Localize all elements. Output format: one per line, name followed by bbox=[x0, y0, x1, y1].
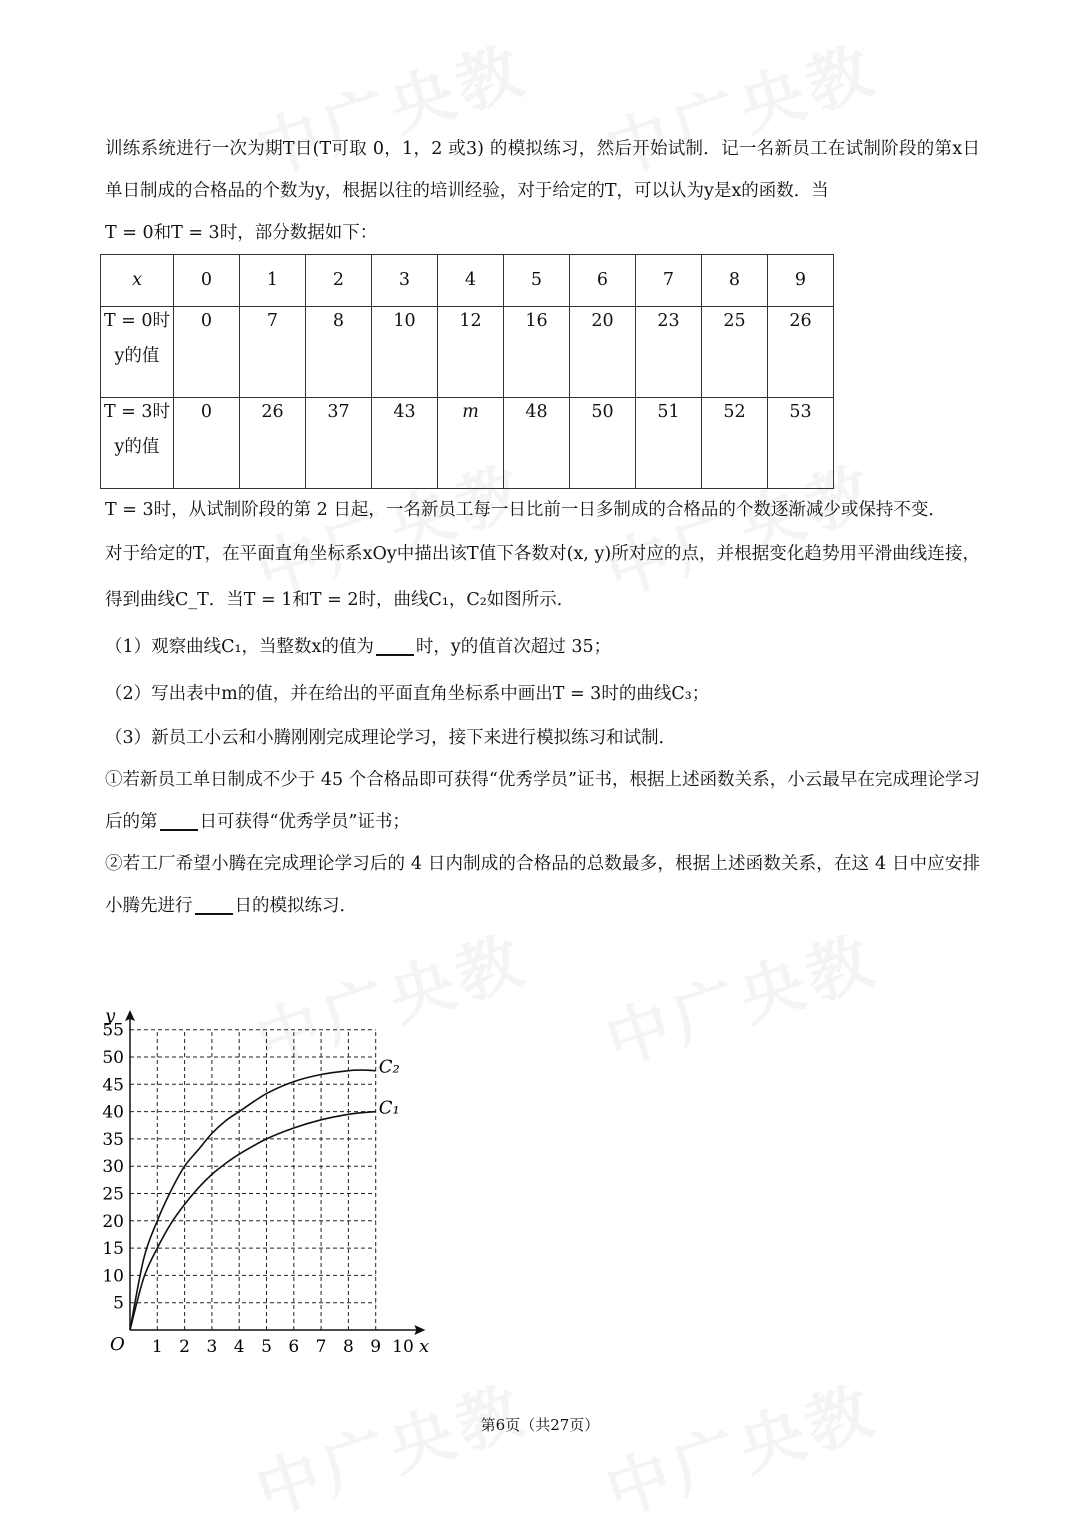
table-cell: 51 bbox=[636, 398, 702, 489]
watermark bbox=[593, 1359, 888, 1533]
data-table bbox=[100, 254, 834, 489]
table-cell: 0 bbox=[174, 307, 240, 398]
table-cell: 52 bbox=[702, 398, 768, 489]
watermark bbox=[243, 1359, 538, 1533]
table-cell: 8 bbox=[306, 307, 372, 398]
x-tick-label: 5 bbox=[261, 1337, 272, 1357]
y-tick-label: 55 bbox=[102, 1020, 124, 1041]
document-body bbox=[105, 128, 980, 927]
x-tick-label: 6 bbox=[288, 1337, 300, 1357]
table-header-row bbox=[101, 255, 834, 307]
y-tick-label: 10 bbox=[102, 1266, 124, 1287]
x-tick-label: 2 bbox=[179, 1337, 191, 1357]
table-header-cell: 9 bbox=[768, 255, 834, 307]
x-tick-label: 10 bbox=[392, 1337, 414, 1357]
table-cell: 25 bbox=[702, 307, 768, 398]
row-label: T = 3时 y的值 bbox=[101, 398, 174, 489]
table-header-cell: 5 bbox=[504, 255, 570, 307]
y-tick-label: 35 bbox=[102, 1129, 124, 1150]
paragraph-t3: T = 3时，从试制阶段的第 2 日起，一名新员工每一日比前一日多制成的合格品的个数逐渐减少或保持不变． bbox=[105, 500, 946, 520]
table-cell: 37 bbox=[306, 398, 372, 489]
table-cell: 12 bbox=[438, 307, 504, 398]
paragraph-intro-end: T = 0和T = 3时，部分数据如下： bbox=[105, 223, 378, 243]
y-tick-label: 45 bbox=[102, 1075, 124, 1096]
answer-blank[interactable] bbox=[160, 809, 198, 831]
y-axis-label: y bbox=[105, 1005, 116, 1027]
series-label: C₁ bbox=[378, 1097, 400, 1119]
table-header-cell: 4 bbox=[438, 255, 504, 307]
table-cell: 10 bbox=[372, 307, 438, 398]
table-header-cell: 2 bbox=[306, 255, 372, 307]
y-tick-label: 30 bbox=[102, 1157, 124, 1178]
y-tick-label: 20 bbox=[102, 1211, 124, 1232]
table-row bbox=[101, 398, 834, 489]
y-tick-label: 15 bbox=[102, 1239, 124, 1260]
question-3: （3）新员工小云和小腾刚刚完成理论学习，接下来进行模拟练习和试制． bbox=[105, 728, 677, 748]
table-cell: 0 bbox=[174, 398, 240, 489]
row-label: T = 0时 y的值 bbox=[101, 307, 174, 398]
page-footer: 第6页（共27页） bbox=[480, 1416, 600, 1434]
table-header-cell: 1 bbox=[240, 255, 306, 307]
table-header-cell: x bbox=[101, 255, 174, 307]
table-cell: 20 bbox=[570, 307, 636, 398]
table-cell: 50 bbox=[570, 398, 636, 489]
table-header-cell: 6 bbox=[570, 255, 636, 307]
question-1: （1）观察曲线C₁，当整数x的值为 时，y的值首次超过 35； bbox=[105, 623, 980, 671]
x-tick-label: 1 bbox=[151, 1337, 163, 1357]
watermark bbox=[593, 909, 888, 1083]
question-2: （2）写出表中m的值，并在给出的平面直角坐标系中画出T = 3时的曲线C₃； bbox=[105, 684, 710, 704]
table-cell: 53 bbox=[768, 398, 834, 489]
table-cell: 7 bbox=[240, 307, 306, 398]
y-tick-label: 50 bbox=[102, 1048, 124, 1068]
coordinate-chart bbox=[95, 990, 455, 1375]
table-cell: 26 bbox=[240, 398, 306, 489]
y-tick-label: 25 bbox=[102, 1184, 124, 1205]
table-header-cell: 3 bbox=[372, 255, 438, 307]
series-curve bbox=[130, 1070, 376, 1330]
answer-blank[interactable] bbox=[376, 634, 414, 656]
table-cell: 26 bbox=[768, 307, 834, 398]
x-tick-label: 7 bbox=[315, 1337, 327, 1357]
table-header-cell: 7 bbox=[636, 255, 702, 307]
question-3-2: ②若工厂希望小腾在完成理论学习后的 4 日内制成的合格品的总数最多，根据上述函数关系，在这 4 日中应安排小腾先进行 日的模拟练习． bbox=[105, 854, 980, 916]
x-tick-label: 9 bbox=[370, 1337, 382, 1357]
table-header-cell: 0 bbox=[174, 255, 240, 307]
table-cell: m bbox=[438, 398, 504, 489]
x-tick-label: 8 bbox=[342, 1337, 354, 1357]
table-cell: 23 bbox=[636, 307, 702, 398]
table-header-cell: 8 bbox=[702, 255, 768, 307]
table-cell: 16 bbox=[504, 307, 570, 398]
origin-label: O bbox=[110, 1334, 125, 1355]
x-tick-label: 3 bbox=[206, 1337, 218, 1357]
question-3-1: ①若新员工单日制成不少于 45 个合格品即可获得“优秀学员”证书，根据上述函数关系，小云最早在完成理论学习后的第 日可获得“优秀学员”证书； bbox=[105, 770, 980, 832]
series-label: C₂ bbox=[378, 1056, 400, 1078]
x-tick-label: 4 bbox=[233, 1337, 245, 1357]
y-tick-label: 5 bbox=[113, 1293, 124, 1314]
table-row bbox=[101, 307, 834, 398]
table-cell: 48 bbox=[504, 398, 570, 489]
x-axis-label: x bbox=[419, 1336, 430, 1357]
answer-blank[interactable] bbox=[195, 893, 233, 915]
table-cell: 43 bbox=[372, 398, 438, 489]
paragraph-curves: 对于给定的T，在平面直角坐标系xOy中描出该T值下各数对(x, y)所对应的点，并根据变化趋势用平滑曲线连接，得到曲线C_T．当T = 1和T = 2时，曲线C₁，C₂如图所示． bbox=[105, 544, 980, 610]
y-tick-label: 40 bbox=[102, 1102, 124, 1123]
paragraph-intro: 训练系统进行一次为期T日(T可取 0，1，2 或3) 的模拟练习，然后开始试制．记一名新员工在试制阶段的第x日单日制成的合格品的个数为y，根据以往的培训经验，对于给定的T，可以认为y是x的函数．当 bbox=[105, 139, 980, 201]
